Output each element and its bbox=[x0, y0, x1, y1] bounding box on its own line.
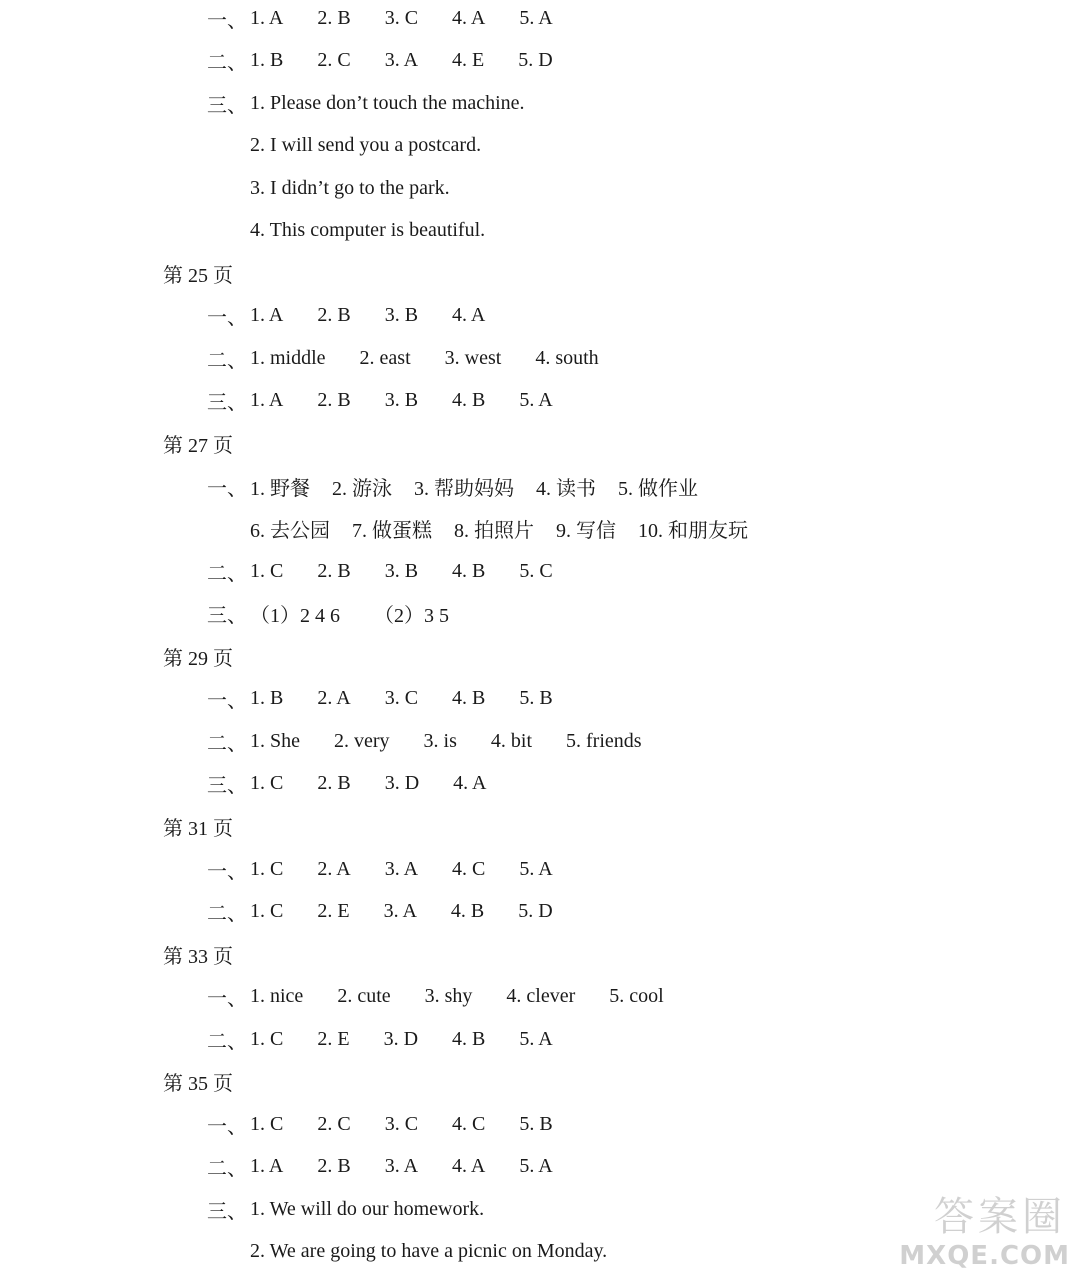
answer-item: 4. 读书 bbox=[536, 477, 596, 500]
page-heading: 第 27 页 bbox=[163, 435, 233, 457]
answer-item: 3. C bbox=[384, 6, 419, 29]
answer-item: 1. Please don’t touch the machine. bbox=[250, 91, 525, 114]
section-label: 三、 bbox=[207, 605, 247, 628]
answer-list bbox=[250, 92, 559, 115]
answer-item: 3. A bbox=[383, 900, 417, 923]
answer-item: 1. A bbox=[250, 304, 284, 327]
answer-item: 2. 游泳 bbox=[332, 477, 392, 500]
continuation-line bbox=[250, 167, 484, 209]
section-line bbox=[207, 1188, 518, 1230]
answer-item: 4. E bbox=[452, 49, 485, 72]
answer-item: 4. This computer is beautiful. bbox=[250, 219, 486, 242]
answer-item: 3. I didn’t go to the park. bbox=[250, 176, 450, 199]
answer-item: 1. C bbox=[250, 1027, 284, 1050]
answer-list bbox=[250, 134, 515, 157]
answer-item: 5. A bbox=[519, 1155, 553, 1178]
answer-item: 3. A bbox=[384, 49, 419, 72]
continuation-line bbox=[250, 508, 770, 550]
answer-item: 1. C bbox=[250, 1112, 284, 1135]
section-line bbox=[207, 848, 587, 890]
answer-item: 3. west bbox=[444, 346, 502, 369]
answer-list bbox=[250, 858, 587, 881]
page-heading: 第 33 页 bbox=[163, 945, 233, 968]
answer-item: （2）3 5 bbox=[374, 605, 449, 628]
section-line bbox=[207, 82, 559, 124]
answer-item: 5. A bbox=[519, 1027, 553, 1050]
answer-item: 1. We will do our homework. bbox=[250, 1197, 485, 1220]
answer-item: 3. A bbox=[384, 857, 419, 880]
answer-item: 3. C bbox=[384, 687, 419, 710]
answer-item: 5. C bbox=[519, 559, 553, 582]
answer-item: 4. B bbox=[452, 389, 486, 412]
answer-item: 2. We are going to have a picnic on Monday. bbox=[250, 1240, 608, 1263]
answer-item: 1. 野餐 bbox=[250, 477, 310, 500]
answer-item: 4. A bbox=[452, 6, 486, 29]
answer-item: 1. A bbox=[250, 6, 284, 29]
answer-item: 5. friends bbox=[566, 729, 642, 752]
answer-list bbox=[250, 599, 483, 628]
answer-item: 4. clever bbox=[506, 985, 576, 1008]
page-heading: 第 31 页 bbox=[163, 817, 233, 840]
answer-item: 2. C bbox=[317, 49, 351, 72]
answer-list bbox=[250, 1155, 587, 1178]
answer-item: 4. A bbox=[453, 772, 487, 795]
answer-list bbox=[250, 389, 587, 412]
section-label: 一、 bbox=[207, 9, 247, 32]
answer-list bbox=[250, 985, 698, 1008]
answer-item: 4. south bbox=[535, 346, 599, 369]
section-line bbox=[207, 550, 587, 592]
answer-list bbox=[250, 560, 587, 583]
answer-item: 4. B bbox=[452, 1027, 486, 1050]
answer-item: 6. 去公园 bbox=[250, 520, 330, 543]
page-heading: 第 29 页 bbox=[163, 647, 233, 670]
answer-item: 2. B bbox=[317, 1155, 351, 1178]
answer-item: 10. 和朋友玩 bbox=[638, 520, 748, 543]
section-label: 二、 bbox=[207, 52, 247, 75]
section-label: 三、 bbox=[207, 775, 247, 798]
answer-list bbox=[250, 1240, 641, 1263]
answer-item: 2. E bbox=[317, 1027, 350, 1050]
answer-item: 1. C bbox=[250, 772, 284, 795]
section-line bbox=[207, 380, 587, 422]
answer-item: 5. A bbox=[519, 389, 553, 412]
answer-item: 1. B bbox=[250, 687, 284, 710]
answer-item: 4. C bbox=[452, 1112, 486, 1135]
answer-item: 2. east bbox=[359, 346, 411, 369]
section-line bbox=[207, 1103, 587, 1145]
answer-list bbox=[250, 177, 484, 200]
answer-item: 4. C bbox=[452, 857, 486, 880]
answer-item: 1. middle bbox=[250, 346, 326, 369]
section-line bbox=[207, 465, 720, 507]
section-line bbox=[207, 1146, 587, 1188]
answer-list bbox=[250, 304, 519, 327]
answer-item: 1. nice bbox=[250, 985, 304, 1008]
page-heading: 第 35 页 bbox=[163, 1073, 233, 1096]
answer-item: 3. C bbox=[384, 1112, 419, 1135]
answer-item: 3. shy bbox=[424, 985, 473, 1008]
answer-item: 4. B bbox=[452, 687, 486, 710]
answer-item: 5. B bbox=[519, 1112, 553, 1135]
section-label: 一、 bbox=[207, 690, 247, 713]
answer-item: 2. I will send you a postcard. bbox=[250, 134, 482, 157]
answer-item: 3. B bbox=[384, 304, 419, 327]
section-line bbox=[207, 976, 698, 1018]
answer-item: 2. B bbox=[317, 304, 351, 327]
section-line bbox=[207, 891, 587, 933]
section-label: 二、 bbox=[207, 562, 247, 585]
section-line bbox=[207, 40, 587, 82]
answer-list bbox=[250, 900, 587, 923]
answer-list bbox=[250, 49, 587, 72]
answer-item: 5. cool bbox=[609, 985, 664, 1008]
answer-item: 2. E bbox=[317, 900, 350, 923]
section-line bbox=[207, 1018, 587, 1060]
answer-item: 2. A bbox=[317, 687, 351, 710]
section-label: 三、 bbox=[207, 1200, 247, 1223]
answer-item: 3. D bbox=[384, 772, 420, 795]
answer-item: 3. B bbox=[384, 389, 419, 412]
section-line bbox=[207, 295, 519, 337]
watermark-logo bbox=[894, 1185, 1074, 1271]
answer-item: 1. A bbox=[250, 389, 284, 412]
continuation-line bbox=[250, 1231, 641, 1273]
answer-item: 4. A bbox=[452, 304, 486, 327]
section-label: 三、 bbox=[207, 392, 247, 415]
section-label: 一、 bbox=[207, 860, 247, 883]
answer-list bbox=[250, 7, 587, 30]
continuation-line bbox=[250, 210, 519, 252]
answer-list bbox=[250, 772, 520, 795]
answer-item: 4. bit bbox=[490, 729, 533, 752]
answer-item: 1. C bbox=[250, 900, 284, 923]
page-heading: 第 25 页 bbox=[163, 264, 233, 287]
answer-item: 4. B bbox=[450, 900, 485, 923]
section-line bbox=[207, 593, 483, 635]
answer-item: 3. B bbox=[384, 559, 419, 582]
answer-item: 5. A bbox=[519, 857, 553, 880]
watermark-bottom-text: MXQE.COM bbox=[899, 1241, 1070, 1271]
answer-item: 2. C bbox=[317, 1112, 351, 1135]
answer-list bbox=[250, 472, 720, 501]
answer-item: 9. 写信 bbox=[556, 520, 616, 543]
section-label: 三、 bbox=[207, 94, 247, 117]
section-label: 二、 bbox=[207, 1030, 247, 1053]
answer-item: 1. A bbox=[250, 1155, 284, 1178]
answer-item: 1. She bbox=[250, 729, 300, 752]
answer-list bbox=[250, 514, 770, 543]
answer-item: 2. cute bbox=[337, 985, 391, 1008]
section-line bbox=[207, 0, 587, 39]
answer-item: （1）2 4 6 bbox=[250, 605, 340, 628]
answer-list bbox=[250, 1198, 518, 1221]
answer-item: 5. D bbox=[518, 49, 553, 72]
answer-item: 5. B bbox=[519, 687, 553, 710]
section-label: 一、 bbox=[207, 307, 247, 330]
answer-item: 3. A bbox=[384, 1155, 419, 1178]
continuation-line bbox=[250, 125, 515, 167]
answer-item: 2. B bbox=[317, 6, 351, 29]
section-line bbox=[207, 678, 587, 720]
answer-item: 2. B bbox=[317, 559, 351, 582]
section-line bbox=[207, 337, 633, 379]
answer-item: 5. 做作业 bbox=[618, 477, 698, 500]
answer-item: 7. 做蛋糕 bbox=[352, 520, 432, 543]
watermark-top-text: 答案圈 bbox=[934, 1194, 1066, 1240]
answer-item: 2. very bbox=[334, 729, 390, 752]
section-label: 二、 bbox=[207, 1158, 247, 1181]
section-label: 二、 bbox=[207, 903, 247, 926]
answer-list bbox=[250, 347, 633, 370]
answer-list bbox=[250, 1028, 587, 1051]
answer-item: 2. B bbox=[317, 772, 351, 795]
section-label: 一、 bbox=[207, 988, 247, 1011]
answer-item: 1. C bbox=[250, 857, 284, 880]
answer-item: 3. 帮助妈妈 bbox=[414, 477, 514, 500]
answer-list bbox=[250, 687, 587, 710]
answer-list bbox=[250, 730, 676, 753]
answer-list bbox=[250, 219, 519, 242]
answer-item: 4. B bbox=[452, 559, 486, 582]
section-label: 一、 bbox=[207, 477, 247, 500]
answer-item: 5. A bbox=[519, 6, 553, 29]
answer-item: 1. B bbox=[250, 49, 284, 72]
answer-list bbox=[250, 1113, 587, 1136]
section-label: 一、 bbox=[207, 1115, 247, 1138]
section-label: 二、 bbox=[207, 732, 247, 755]
answer-item: 3. D bbox=[383, 1027, 419, 1050]
answer-item: 4. A bbox=[452, 1155, 486, 1178]
answer-item: 8. 拍照片 bbox=[454, 520, 534, 543]
answer-item: 1. C bbox=[250, 559, 284, 582]
answer-item: 2. A bbox=[317, 857, 351, 880]
answer-item: 2. B bbox=[317, 389, 351, 412]
section-line bbox=[207, 720, 676, 762]
answer-item: 5. D bbox=[518, 900, 553, 923]
section-line bbox=[207, 763, 520, 805]
section-label: 二、 bbox=[207, 349, 247, 372]
answer-item: 3. is bbox=[423, 729, 457, 752]
